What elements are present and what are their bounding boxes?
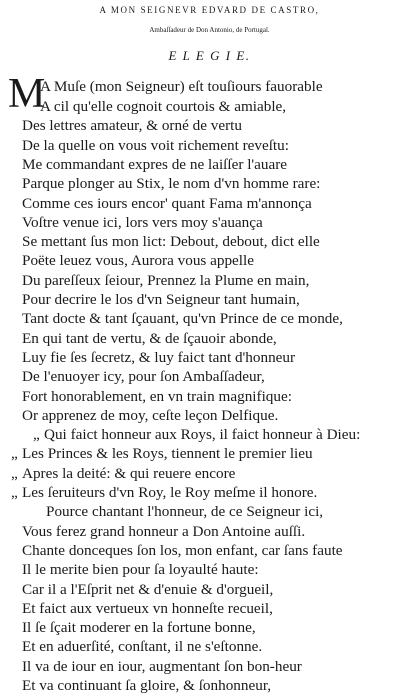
poem-line <box>22 560 259 580</box>
poem-line <box>22 637 262 657</box>
poem-line <box>11 444 313 464</box>
poem-line <box>22 367 265 387</box>
poem-line-text: Les Princes & les Roys, tiennent le premier lieu <box>22 445 313 463</box>
poem-line-text: Voſtre venue ici, lors vers moy s'auança <box>22 213 263 231</box>
poem-line-text: Comme ces iours encor' quant Fama m'annonça <box>22 194 312 212</box>
poem-line <box>22 116 242 136</box>
poem-line <box>22 541 343 561</box>
poem-line-text: Qui faict honneur aux Roys, il faict honneur à Dieu: <box>44 426 361 444</box>
poem-line <box>11 464 236 484</box>
poem-line-text: A cil qu'elle cognoit courtois & amiable, <box>40 98 287 115</box>
poem-line <box>22 348 295 368</box>
dedication-heading: A MON SEIGNEVR EDVARD DE CASTRO, <box>99 5 320 15</box>
poem-line-text: Les ſeruiteurs d'vn Roy, le Roy meſme il honore. <box>22 484 318 501</box>
poem-line-text: Luy fie ſes ſecretz, & luy faict tant d'honneur <box>22 348 296 366</box>
poem-line-text: En qui tant de vertu, & de ſçauoir abonde, <box>22 329 277 347</box>
poem-line <box>22 522 305 542</box>
gnomic-quote-mark: „ <box>11 484 18 501</box>
poem-line-text: Et en aduerſité, conſtant, il ne s'eſtonne. <box>22 638 263 656</box>
poem-line <box>46 502 323 522</box>
dedication-subtitle: Ambaſſadeur de Don Antonio, de Portugal. <box>149 26 270 34</box>
poem-line <box>22 155 287 175</box>
poem-line-text: Tant docte & tant ſçauant, qu'vn Prince de ce monde, <box>22 310 343 328</box>
poem-line-text: Car il a l'Eſprit net & d'enuie & d'orgueil, <box>22 580 274 598</box>
poem-line <box>22 194 312 214</box>
poem-line <box>11 483 318 503</box>
poem-line-text: Il ſe ſçait moderer en la fortune bonne, <box>22 619 256 637</box>
poem-line-text: Apres la deité: & qui reuere encore <box>22 464 236 482</box>
drop-cap: M <box>8 71 46 117</box>
poem-line <box>22 406 278 426</box>
poem-line-text: De l'enuoyer icy, pour ſon Ambaſſadeur, <box>22 368 265 386</box>
poem-line <box>22 676 271 696</box>
poem-line <box>40 97 286 117</box>
gnomic-quote-mark: „ <box>33 426 40 444</box>
poem-line-text: De la quelle on vous voit richement reveſtu: <box>22 136 289 154</box>
poem-line-text: Il le merite bien pour ſa loyaulté haute: <box>22 561 259 579</box>
poem-line <box>33 425 361 445</box>
poem-line-text: Pour decrire le los d'vn Seigneur tant humain, <box>22 291 300 308</box>
poem-line-text: Poëte leuez vous, Aurora vous appelle <box>22 252 254 270</box>
poem-line <box>22 657 302 677</box>
poem-line-text: Or apprenez de moy, ceſte leçon Delfique. <box>22 406 279 424</box>
gnomic-quote-mark: „ <box>11 464 18 482</box>
poem-line <box>22 136 289 156</box>
poem-line <box>22 618 256 638</box>
poem-line-text: Pource chantant l'honneur, de ce Seigneur ici, <box>46 503 324 521</box>
poem-line-text: Et va continuant ſa gloire, & ſonhonneur, <box>22 677 272 694</box>
poem-line-text: Chante donceques ſon los, mon enfant, car ſans faute <box>22 541 343 559</box>
gnomic-quote-mark: „ <box>11 445 18 463</box>
poem-line-text: Me commandant expres de ne laiſſer l'auare <box>22 155 288 173</box>
poem-first-line: A Muſe (mon Seigneur) eſt touſiours fauorable <box>40 78 323 95</box>
poem-line <box>22 251 254 271</box>
poem-line <box>22 232 320 252</box>
poem-line-text: Des lettres amateur, & orné de vertu <box>22 117 242 135</box>
poem-line <box>22 580 273 600</box>
poem-line <box>22 329 277 349</box>
poem-line-text: Parque plonger au Stix, le nom d'vn homme rare: <box>22 175 321 193</box>
poem-line-text: Fort honorablement, en vn train magnifique: <box>22 387 292 405</box>
poem-line-text: Du pareſſeux ſeiour, Prennez la Plume en main, <box>22 271 310 289</box>
poem-line <box>22 174 320 194</box>
poem-line <box>22 213 263 233</box>
poem-line-text: Se mettant ſus mon lict: Debout, debout, dict elle <box>22 233 320 251</box>
poem-title: E L E G I E. <box>168 48 251 63</box>
poem-line <box>22 271 309 291</box>
poem-line-text: Il va de iour en iour, augmentant ſon bon-heur <box>22 657 302 675</box>
poem-line <box>22 309 343 329</box>
poem-line <box>22 387 292 407</box>
poem-line-text: Et faict aux vertueux vn honneſte recueil, <box>22 599 273 617</box>
poem-line <box>22 599 273 619</box>
poem-line-text: Vous ferez grand honneur a Don Antoine auſſi. <box>22 522 306 540</box>
poem-line <box>22 290 300 310</box>
